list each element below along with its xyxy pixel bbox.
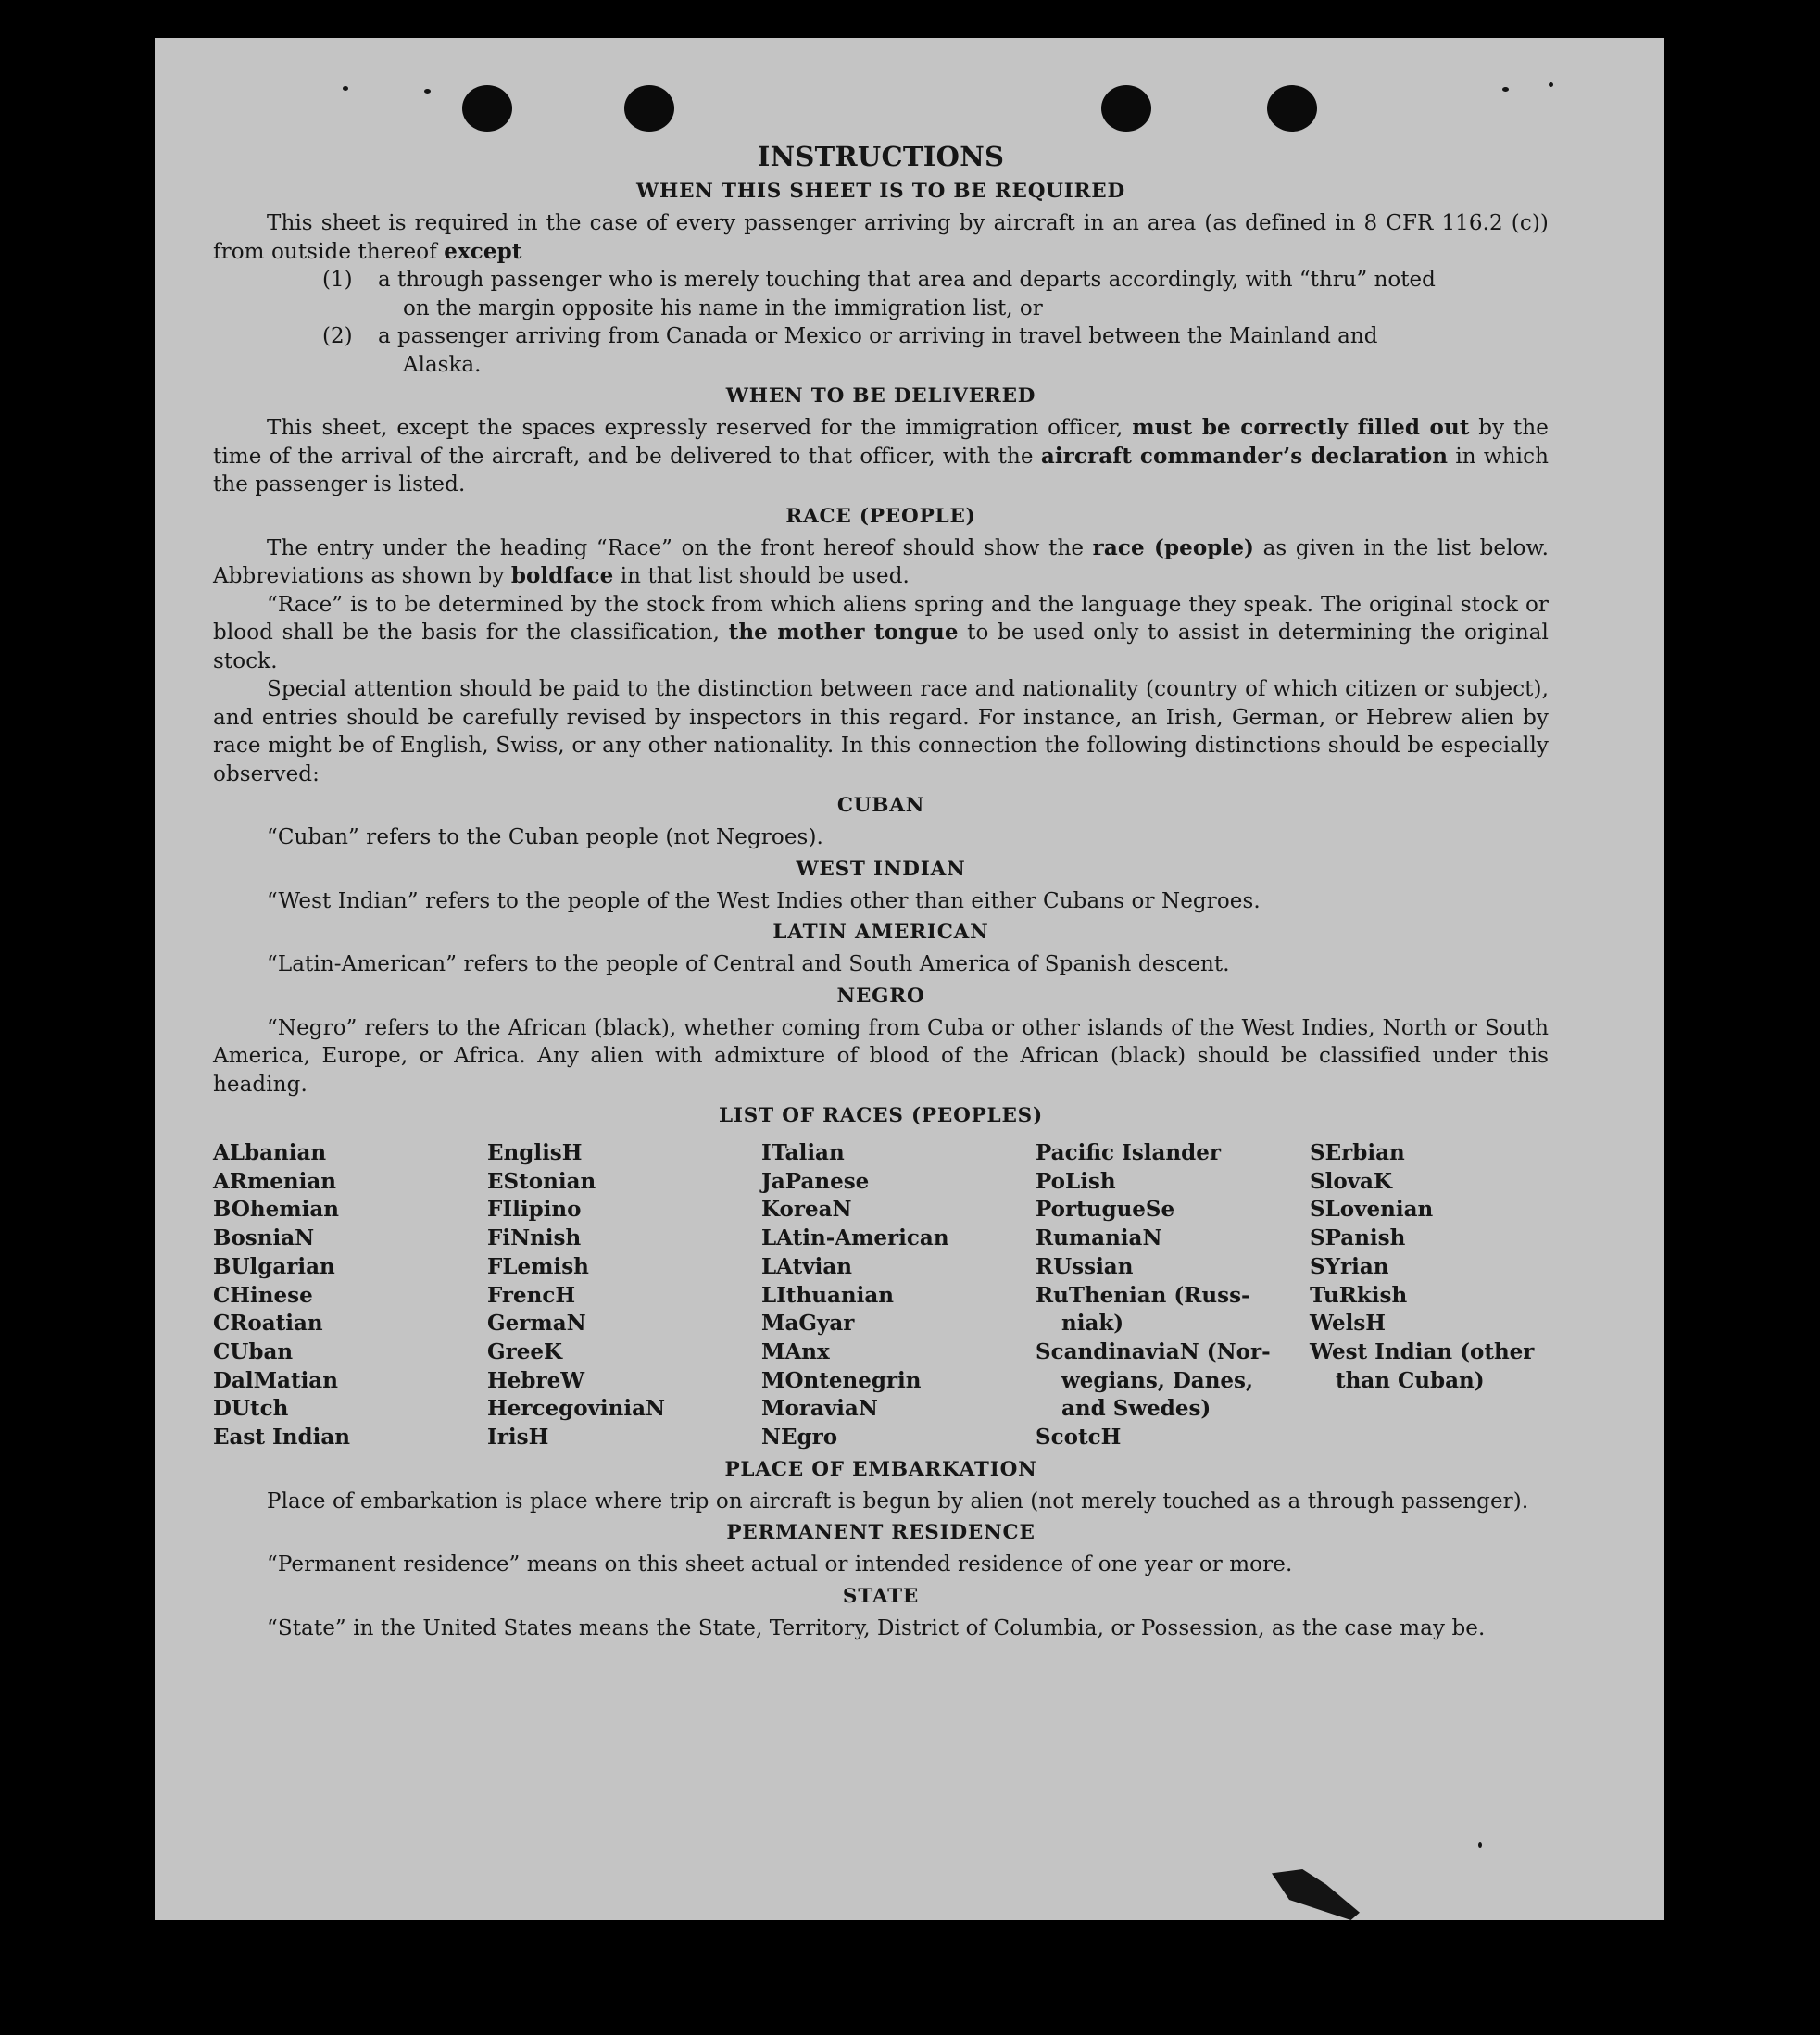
paragraph-when-required: This sheet is required in the case of every passenger arriving by aircraft in an area (as defined in 8 CFR 116.2 (c)) from outside thereof except	[213, 211, 1549, 264]
race-entry: ALbanian	[213, 1140, 327, 1165]
speck	[343, 86, 348, 91]
races-column	[213, 1139, 487, 1452]
speck	[1478, 1842, 1482, 1848]
race-entry: ITalian	[761, 1140, 845, 1165]
race-entry: GreeK	[487, 1338, 563, 1364]
race-entry: BOhemian	[213, 1197, 339, 1223]
paragraph-latin-american: “Latin-American” refers to the people of Central and South America of Spanish descent.	[267, 952, 1230, 976]
race-entry: SlovaK	[1310, 1168, 1392, 1194]
race-entry: FIlipino	[487, 1197, 582, 1223]
race-entry: KoreaN	[761, 1197, 852, 1223]
race-entry: SErbian	[1310, 1140, 1405, 1165]
punch-hole	[1101, 85, 1151, 132]
race-entry: PoLish	[1036, 1168, 1116, 1194]
race-entry: CRoatian	[213, 1311, 323, 1337]
race-entry: CHinese	[213, 1282, 313, 1308]
race-entry: SLovenian	[1310, 1197, 1434, 1223]
race-entry: SYrian	[1310, 1253, 1389, 1279]
race-entry: CUban	[213, 1338, 294, 1364]
race-entry: JaPanese	[761, 1168, 870, 1194]
heading-when-required: WHEN THIS SHEET IS TO BE REQUIRED	[636, 180, 1125, 203]
race-entry: ScotcH	[1036, 1425, 1122, 1451]
heading-permanent-residence: PERMANENT RESIDENCE	[726, 1521, 1036, 1545]
race-entry: RumaniaN	[1036, 1225, 1162, 1251]
race-entry: TuRkish	[1310, 1282, 1408, 1308]
race-entry: ARmenian	[213, 1168, 337, 1194]
instructions-content	[213, 138, 1549, 1642]
race-entry: BUlgarian	[213, 1253, 335, 1279]
races-column	[1310, 1139, 1584, 1452]
race-entry: MOntenegrin	[761, 1367, 922, 1393]
paragraph-race-3: Special attention should be paid to the distinction between race and nationality (country of which citizen or subject), and entries should be carefully revised by inspectors in this regard. For instance, an Irish, German, or Hebrew alien by race might be of English, Swiss, or any other nationality. In this connection the following distinctions should be especially observed:	[213, 677, 1549, 786]
paragraph-when-delivered: This sheet, except the spaces expressly reserved for the immigration officer, must be correctly filled out by the time of the arrival of the aircraft, and be delivered to that officer, with the aircraft commander’s declaration in which the passenger is listed.	[213, 415, 1549, 496]
race-entry: HercegoviniaN	[487, 1396, 666, 1422]
race-entry: LAtvian	[761, 1253, 852, 1279]
race-entry: WelsH	[1310, 1311, 1387, 1337]
punch-hole	[462, 85, 512, 132]
race-entry: GermaN	[487, 1311, 586, 1337]
paragraph-cuban: “Cuban” refers to the Cuban people (not Negroes).	[267, 825, 823, 849]
races-table	[213, 1139, 1549, 1452]
race-entry: DUtch	[213, 1396, 289, 1422]
race-entry: ScandinaviaN (Nor- wegians, Danes, and Swedes)	[1036, 1338, 1271, 1422]
race-entry: MAnx	[761, 1338, 830, 1364]
heading-cuban: CUBAN	[836, 794, 925, 817]
race-entry: East Indian	[213, 1425, 350, 1451]
heading-state: STATE	[842, 1584, 920, 1608]
races-column	[1036, 1139, 1310, 1452]
list-item: (2) a passenger arriving from Canada or Mexico or arriving in travel between the Mainland and Alaska.	[322, 324, 1378, 377]
race-entry: FiNnish	[487, 1225, 582, 1251]
race-entry: MaGyar	[761, 1311, 855, 1337]
race-entry: PortugueSe	[1036, 1197, 1175, 1223]
race-entry: EStonian	[487, 1168, 596, 1194]
paragraph-negro: “Negro” refers to the African (black), whether coming from Cuba or other islands of the West Indies, North or South America, Europe, or Africa. Any alien with admixture of blood of the African (black) should be classified under this heading.	[213, 1015, 1549, 1097]
race-entry: DalMatian	[213, 1367, 338, 1393]
race-entry: West Indian (other than Cuban)	[1310, 1338, 1535, 1393]
paragraph-state: “State” in the United States means the State, Territory, District of Columbia, or Possession, as the case may be.	[267, 1615, 1486, 1640]
race-entry: HebreW	[487, 1367, 585, 1393]
race-entry: Pacific Islander	[1036, 1140, 1221, 1165]
race-entry: RUssian	[1036, 1253, 1134, 1279]
race-entry: SPanish	[1310, 1225, 1406, 1251]
heading-west-indian: WEST INDIAN	[796, 857, 966, 881]
paragraph-place-of-embarkation: Place of embarkation is place where trip on aircraft is begun by alien (not merely touched as a through passenger).	[267, 1489, 1529, 1514]
race-entry: NEgro	[761, 1425, 838, 1451]
list-item: (1) a through passenger who is merely touching that area and departs accordingly, with “thru” noted on the margin opposite his name in the immigration list, or	[322, 268, 1436, 320]
heading-negro: NEGRO	[836, 984, 925, 1008]
paragraph-permanent-residence: “Permanent residence” means on this sheet actual or intended residence of one year or more.	[267, 1552, 1293, 1577]
paragraph-west-indian: “West Indian” refers to the people of the West Indies other than either Cubans or Negroes.	[267, 888, 1261, 913]
race-entry: MoraviaN	[761, 1396, 878, 1422]
speck	[1549, 82, 1553, 87]
races-column	[487, 1139, 761, 1452]
speck	[424, 89, 431, 94]
heading-place-of-embarkation: PLACE OF EMBARKATION	[724, 1457, 1037, 1481]
heading-latin-american: LATIN AMERICAN	[772, 921, 989, 944]
punch-hole	[624, 85, 674, 132]
race-entry: BosniaN	[213, 1225, 315, 1251]
page-title: INSTRUCTIONS	[757, 141, 1005, 172]
race-entry: FLemish	[487, 1253, 589, 1279]
race-entry: LAtin-American	[761, 1225, 949, 1251]
heading-race: RACE (PEOPLE)	[785, 504, 976, 528]
race-entry: FrencH	[487, 1282, 576, 1308]
paragraph-race-1: The entry under the heading “Race” on the front hereof should show the race (people) as given in the list below. Abbreviations as shown by boldface in that list should be used.	[213, 534, 1549, 588]
heading-when-delivered: WHEN TO BE DELIVERED	[725, 384, 1036, 408]
punch-hole	[1267, 85, 1317, 132]
paragraph-race-2: “Race” is to be determined by the stock from which aliens spring and the language they speak. The original stock or blood shall be the basis for the classification, the mother tongue to be used only to assist in determining the original stock.	[213, 592, 1550, 673]
race-entry: RuThenian (Russ- niak)	[1036, 1282, 1250, 1337]
race-entry: IrisH	[487, 1425, 549, 1451]
speck	[1502, 87, 1509, 92]
races-column	[761, 1139, 1036, 1452]
document-sheet	[155, 38, 1664, 1920]
race-entry: EnglisH	[487, 1140, 583, 1165]
heading-list-of-races: LIST OF RACES (PEOPLES)	[719, 1104, 1043, 1127]
race-entry: LIthuanian	[761, 1282, 894, 1308]
ink-stain	[1272, 1869, 1360, 1920]
